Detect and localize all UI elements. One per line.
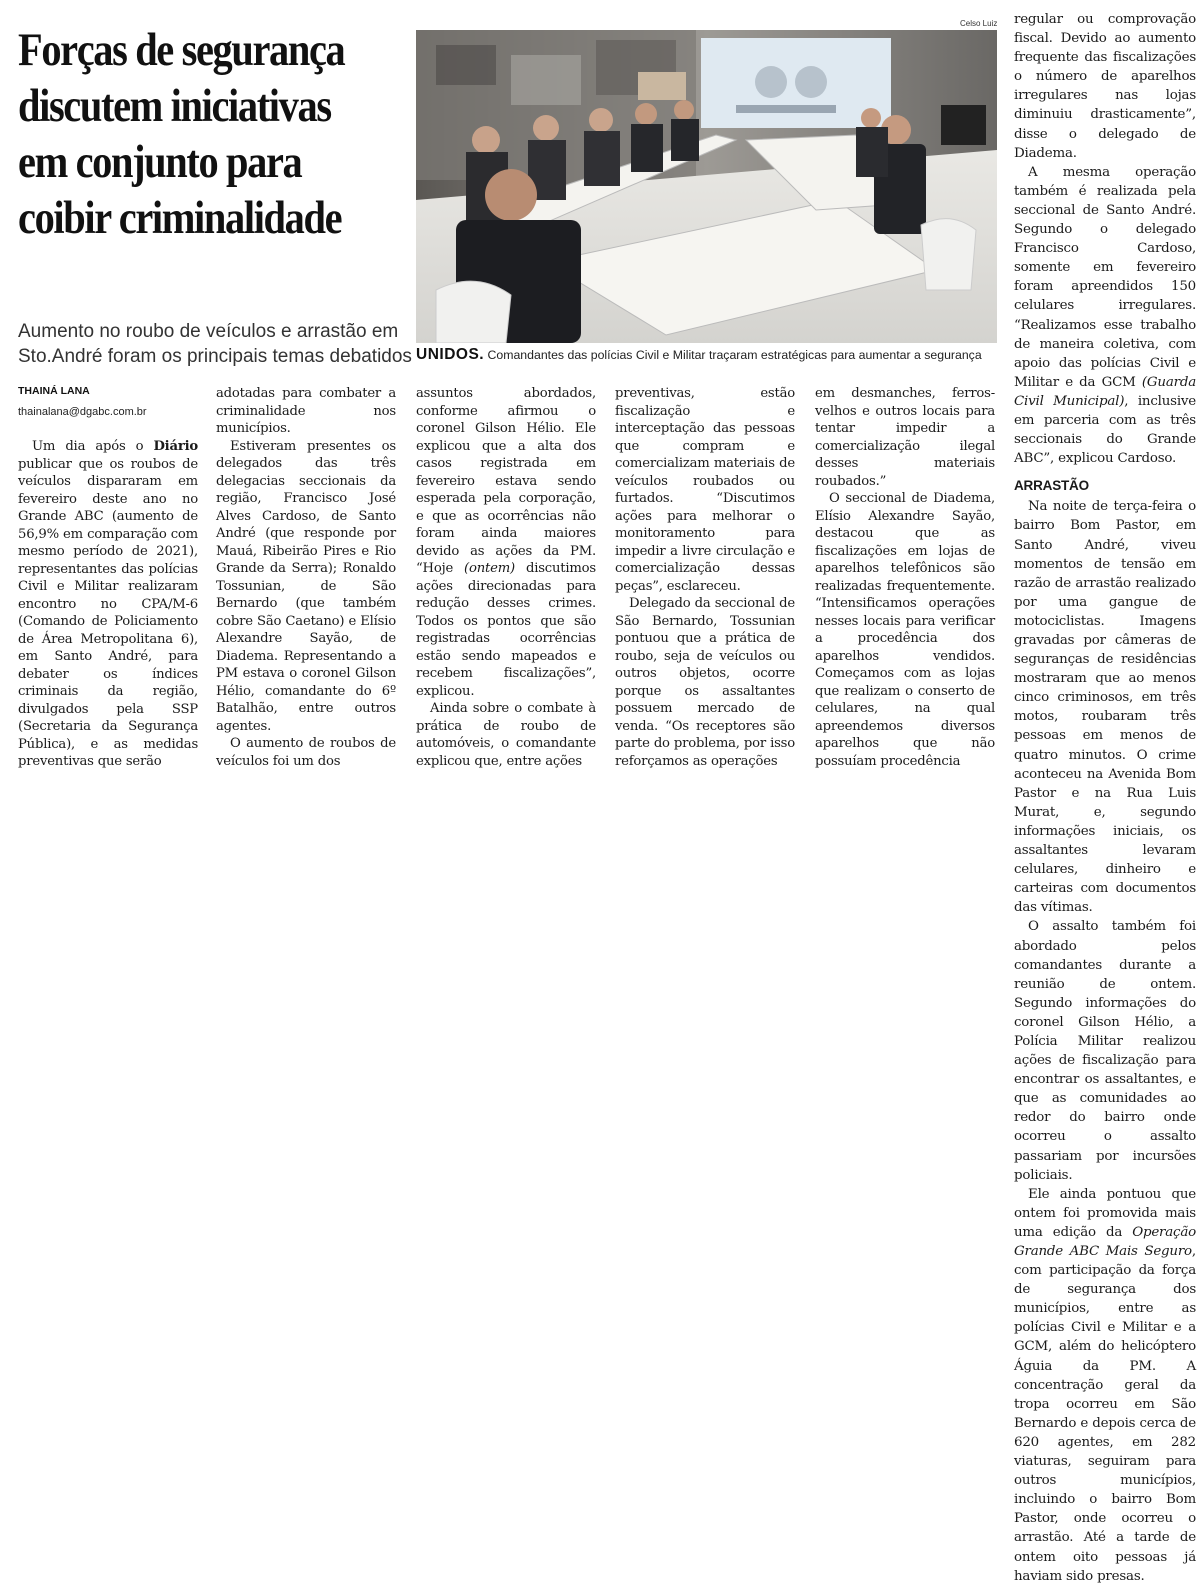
text-run: A mesma operação também é realizada pela seccional de Santo André. Segundo o delegado Francisco Cardoso, somente em fevereiro foram apreendidos 150 celulares irregulares. “Realizamos esse trabalho de maneira coletiva, com apoio das polícias Civil e Militar e da GCM bbox=[1014, 164, 1197, 390]
bold-text: Diário bbox=[153, 439, 198, 454]
article-column-3 bbox=[416, 385, 596, 770]
text-run: regular ou comprovação fiscal. Devido ao aumento frequente das fiscalizações o número de aparelhos irregulares nas lojas diminuiu drasticamente”, disse o delegado de Diadema. bbox=[1014, 12, 1197, 161]
emphasis: (ontem) bbox=[464, 561, 515, 576]
text-run: Na noite de terça-feira o bairro Bom Pastor, em Santo André, viveu momentos de tensão em razão de arrastão realizado por uma gangue de motociclistas. Imagens gravadas por câmeras de seguranças de residências mostraram que ao menos cinco criminosos, em três motos, roubaram três pessoas em menos de quatro minutos. O crime aconteceu na Avenida Bom Pastor e na Rua Luis Murat, e, segundo informações iniciais, os assaltantes levaram celulares, dinheiro e carteiras com documentos das vítimas. bbox=[1014, 499, 1197, 916]
meeting-photo bbox=[416, 30, 997, 343]
paragraph-1 bbox=[216, 385, 396, 438]
article-column-1 bbox=[18, 438, 198, 771]
text-run: assuntos abordados, conforme afirmou o coronel Gilson Hélio. Ele explicou que a alta dos casos registrada em fevereiro estava sendo esperada pela corporação, e que as ocorrências não foram ainda maiores devido as ações da PM. “Hoje bbox=[416, 386, 596, 576]
headline-line-4: coibir criminalidade bbox=[18, 192, 342, 244]
article-column-6 bbox=[1014, 10, 1196, 1586]
article-column-5 bbox=[815, 385, 995, 770]
headline-line-3: em conjunto para bbox=[18, 136, 302, 188]
photo-caption bbox=[416, 347, 1001, 363]
paragraph-10 bbox=[1014, 1185, 1196, 1586]
paragraph-3 bbox=[416, 385, 596, 700]
subheadline bbox=[18, 319, 412, 369]
paragraph-3 bbox=[216, 735, 396, 770]
emphasis: (Guarda Civil Municipal) bbox=[1014, 374, 1196, 409]
paragraph-4 bbox=[615, 385, 795, 595]
text-run: publicar que os roubos de veículos dispararam em fevereiro deste ano no Grande ABC (aumento de 56,9% em comparação com mesmo período de 2021), representantes das polícias Civil e Militar realizaram encontro no CPA/M-6 (Comando de Policiamento de Área Metropolitana 6), em Santo André, para debater os índices criminais da região, divulgados pela SSP (Secretaria da Segurança Pública), e as medidas preventivas que serão bbox=[18, 456, 199, 769]
emphasis: Operação Grande ABC Mais Seguro bbox=[1014, 1224, 1196, 1259]
text-run: adotadas para combater a criminalidade nos municípios. bbox=[216, 386, 396, 436]
text-run: preventivas, estão fiscalização e interceptação das pessoas que compram e comercializam materiais de veículos roubados ou furtados. “Discutimos ações para melhorar o monitoramento para impedir a livre circulação e comercialização dessas peças”, esclareceu. bbox=[615, 386, 796, 594]
paragraph-7 bbox=[1014, 163, 1196, 469]
paragraph-6 bbox=[815, 490, 995, 770]
author-name: THAINÁ LANA bbox=[18, 385, 90, 397]
caption-lead: UNIDOS. bbox=[416, 346, 485, 363]
subheadline-line-1: Aumento no roubo de veículos e arrastão em bbox=[18, 321, 399, 342]
headline-line-1: Forças de segurança bbox=[18, 24, 345, 76]
paragraph-1 bbox=[18, 438, 198, 771]
paragraph-5 bbox=[815, 385, 995, 490]
meeting-photo-illustration bbox=[416, 30, 997, 343]
article-column-2 bbox=[216, 385, 396, 770]
paragraph-9 bbox=[1014, 917, 1196, 1184]
text-run: Estiveram presentes os delegados das três delegacias seccionais da região, Francisco José Alves Cardoso, de Santo André (que responde por Mauá, Ribeirão Pires e Rio Grande da Serra); Ronaldo Tossunian, de São Bernardo (que também cobre São Caetano) e Elísio Alexandre Sayão, de Diadema. Representando a PM estava o coronel Gilson Hélio, comandante do 6º Batalhão, entre outros agentes. bbox=[216, 438, 397, 734]
subheadline-line-2: Sto.André foram os principais temas debatidos bbox=[18, 346, 412, 367]
caption-text: Comandantes das polícias Civil e Militar traçaram estratégicas para aumentar a segurança bbox=[484, 348, 982, 362]
text-run: , inclusive em parceria com as três seccionais do Grande ABC”, explicou Cardoso. bbox=[1014, 393, 1196, 467]
text-run: O seccional de Diadema, Elísio Alexandre Sayão, destacou que as fiscalizações em lojas de aparelhos telefônicos são realizadas frequentemente. “Intensificamos operações nesses locais para verificar a procedência dos aparelhos vendidos. Começamos com as lojas que realizam o conserto de celulares, na qual apreendemos diversos aparelhos que não possuíam procedência bbox=[815, 491, 996, 769]
text-run: Delegado da seccional de São Bernardo, Tossunian pontuou que a prática de roubo, seja de veículos ou outros objetos, ocorre porque os assaltantes possuem mercado de venda. “Os receptores são parte do problema, por isso reforçamos as operações bbox=[615, 596, 796, 769]
paragraph-5 bbox=[615, 595, 795, 770]
text-run: O assalto também foi abordado pelos comandantes durante a reunião de ontem. Segundo informações do coronel Gilson Hélio, a Polícia Militar realizou ações de fiscalização para encontrar os assaltantes, e que as comunidades ao redor do bairro onde ocorreu o assalto passariam por incursões policiais. bbox=[1014, 919, 1197, 1183]
headline-line-2: discutem iniciativas bbox=[18, 80, 331, 132]
photo-credit: Celso Luiz bbox=[960, 19, 998, 28]
author-email: thainalana@dgabc.com.br bbox=[18, 406, 147, 418]
text-run: O aumento de roubos de veículos foi um dos bbox=[216, 736, 396, 769]
text-run: Ele ainda pontuou que ontem foi promovida mais uma edição da bbox=[1014, 1186, 1197, 1240]
text-run: discutimos ações direcionadas para redução desses crimes. Todos os pontos que são registradas ocorrências estão sendo mapeados e recebem fiscalizações”, explicou. bbox=[416, 561, 597, 699]
paragraph-4 bbox=[416, 700, 596, 770]
headline bbox=[18, 22, 402, 246]
section-heading: ARRASTÃO bbox=[1014, 478, 1089, 494]
article-column-4 bbox=[615, 385, 795, 770]
paragraph-8 bbox=[1014, 497, 1196, 917]
text-run: , com participação da força de segurança dos municípios, entre as polícias Civil e Militar e a GCM, além do helicóptero Águia da PM. A concentração geral da tropa ocorreu em São Bernardo e depois cerca de 620 agentes, em 282 viaturas, seguiram para outros municípios, incluindo o bairro Bom Pastor, onde ocorreu o arrastão. Até a tarde de ontem oito pessoas já haviam sido presas. bbox=[1014, 1244, 1197, 1584]
paragraph-6 bbox=[1014, 10, 1196, 163]
text-run: Um dia após o bbox=[32, 439, 144, 454]
text-run: em desmanches, ferros-velhos e outros locais para tentar impedir a comercialização ilegal desses materiais roubados.” bbox=[815, 386, 996, 489]
text-run: Ainda sobre o combate à prática de roubo de automóveis, o comandante explicou que, entre ações bbox=[416, 701, 597, 769]
paragraph-2 bbox=[216, 438, 396, 736]
